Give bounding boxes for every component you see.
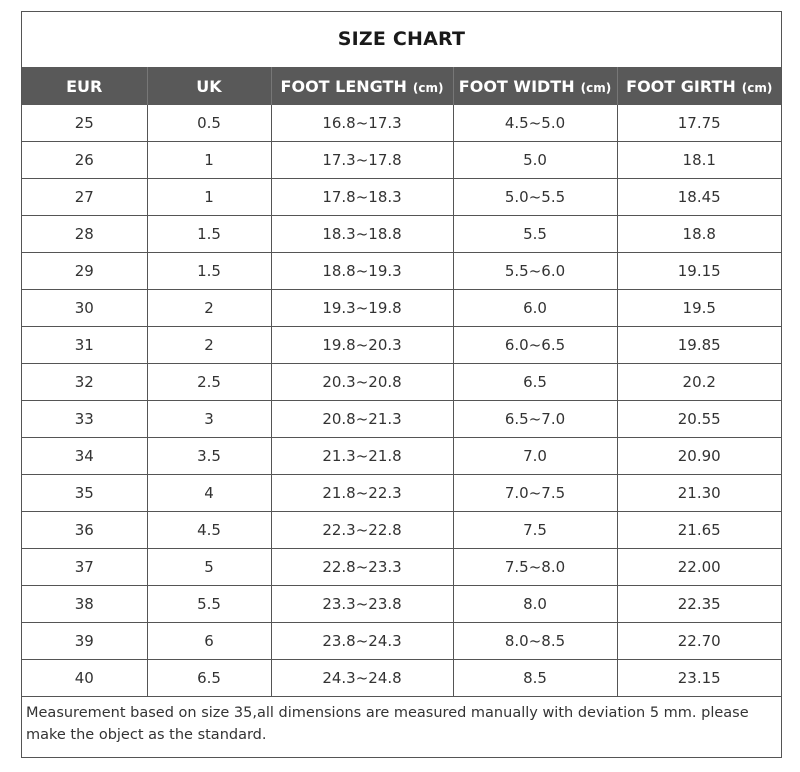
cell-uk: 5.5 bbox=[147, 586, 271, 623]
cell-uk: 2 bbox=[147, 327, 271, 364]
cell-foot-width: 8.5 bbox=[453, 660, 617, 697]
cell-eur: 36 bbox=[22, 512, 147, 549]
cell-foot-length: 20.3~20.8 bbox=[271, 364, 453, 401]
cell-foot-width: 5.0~5.5 bbox=[453, 179, 617, 216]
cell-foot-girth: 18.8 bbox=[617, 216, 781, 253]
cell-foot-girth: 21.30 bbox=[617, 475, 781, 512]
cell-uk: 1.5 bbox=[147, 216, 271, 253]
cell-foot-length: 17.8~18.3 bbox=[271, 179, 453, 216]
cell-foot-length: 19.3~19.8 bbox=[271, 290, 453, 327]
table-row bbox=[22, 290, 781, 327]
cell-foot-width: 6.5 bbox=[453, 364, 617, 401]
cell-uk: 2.5 bbox=[147, 364, 271, 401]
cell-foot-length: 23.3~23.8 bbox=[271, 586, 453, 623]
cell-eur: 25 bbox=[74, 114, 94, 132]
header-row bbox=[22, 67, 781, 105]
cell-foot-length: 18.8~19.3 bbox=[271, 253, 453, 290]
column-header-label: UK bbox=[196, 76, 222, 96]
column-header-eur bbox=[22, 67, 147, 105]
cell-foot-girth: 19.85 bbox=[617, 327, 781, 364]
column-header-label: EUR bbox=[66, 76, 103, 96]
cell-foot-length: 21.8~22.3 bbox=[271, 475, 453, 512]
table-row bbox=[22, 401, 781, 438]
cell-foot-width: 7.5 bbox=[453, 512, 617, 549]
cell-uk: 1.5 bbox=[147, 253, 271, 290]
cell-foot-girth: 19.15 bbox=[617, 253, 781, 290]
table-body bbox=[22, 105, 781, 696]
table-row bbox=[22, 364, 781, 401]
size-table bbox=[22, 67, 781, 696]
cell-foot-girth: 22.35 bbox=[617, 586, 781, 623]
cell-uk: 0.5 bbox=[147, 105, 271, 142]
table-row bbox=[22, 512, 781, 549]
cell-uk: 4 bbox=[147, 475, 271, 512]
cell-foot-length: 19.8~20.3 bbox=[271, 327, 453, 364]
cell-uk: 1 bbox=[147, 142, 271, 179]
cell-foot-length: 18.3~18.8 bbox=[271, 216, 453, 253]
cell-foot-width: 6.0 bbox=[453, 290, 617, 327]
cell-eur: 26 bbox=[22, 142, 147, 179]
cell-foot-width: 7.0 bbox=[453, 438, 617, 475]
table-row bbox=[22, 327, 781, 364]
cell-uk: 6 bbox=[147, 623, 271, 660]
chart-title: SIZE CHART bbox=[337, 28, 466, 50]
cell-eur: 37 bbox=[22, 549, 147, 586]
cell-foot-width: 6.5~7.0 bbox=[453, 401, 617, 438]
table-row bbox=[22, 660, 781, 697]
cell-foot-girth: 20.90 bbox=[617, 438, 781, 475]
cell-eur: 40 bbox=[22, 660, 147, 697]
column-header-foot-girth bbox=[617, 67, 781, 105]
cell-uk: 4.5 bbox=[147, 512, 271, 549]
table-row bbox=[22, 549, 781, 586]
cell-eur: 30 bbox=[22, 290, 147, 327]
cell-foot-width: 7.5~8.0 bbox=[453, 549, 617, 586]
cell-foot-length: 22.8~23.3 bbox=[271, 549, 453, 586]
cell-eur: 33 bbox=[22, 401, 147, 438]
cell-foot-length: 24.3~24.8 bbox=[271, 660, 453, 697]
column-header-foot-width bbox=[453, 67, 617, 105]
table-row bbox=[22, 142, 781, 179]
table-row bbox=[22, 253, 781, 290]
cell-foot-girth: 23.15 bbox=[617, 660, 781, 697]
column-header-label: FOOT LENGTH bbox=[280, 76, 407, 96]
cell-eur: 39 bbox=[22, 623, 147, 660]
cell-uk: 1 bbox=[147, 179, 271, 216]
column-header-unit: (cm) bbox=[741, 80, 773, 95]
table-row bbox=[22, 623, 781, 660]
cell-eur: 28 bbox=[22, 216, 147, 253]
cell-foot-girth: 18.45 bbox=[617, 179, 781, 216]
table-row bbox=[22, 475, 781, 512]
cell-foot-girth: 21.65 bbox=[617, 512, 781, 549]
cell-eur: 32 bbox=[22, 364, 147, 401]
cell-foot-girth: 20.55 bbox=[617, 401, 781, 438]
cell-uk: 3.5 bbox=[147, 438, 271, 475]
cell-foot-width: 7.0~7.5 bbox=[453, 475, 617, 512]
cell-foot-length: 23.8~24.3 bbox=[271, 623, 453, 660]
cell-foot-width: 5.5~6.0 bbox=[453, 253, 617, 290]
cell-foot-length: 22.3~22.8 bbox=[271, 512, 453, 549]
column-header-label: FOOT WIDTH bbox=[458, 76, 575, 96]
cell-uk: 6.5 bbox=[147, 660, 271, 697]
cell-foot-width: 5.0 bbox=[453, 142, 617, 179]
cell-foot-length: 17.3~17.8 bbox=[271, 142, 453, 179]
column-header-uk bbox=[147, 67, 271, 105]
cell-foot-girth: 20.2 bbox=[617, 364, 781, 401]
cell-foot-width: 5.5 bbox=[453, 216, 617, 253]
cell-foot-girth: 19.5 bbox=[617, 290, 781, 327]
cell-eur: 38 bbox=[22, 586, 147, 623]
cell-eur: 35 bbox=[22, 475, 147, 512]
table-row bbox=[22, 105, 781, 142]
column-header-unit: (cm) bbox=[580, 80, 612, 95]
cell-eur: 31 bbox=[22, 327, 147, 364]
cell-foot-length: 16.8~17.3 bbox=[271, 105, 453, 142]
cell-foot-girth: 18.1 bbox=[617, 142, 781, 179]
column-header-foot-length bbox=[271, 67, 453, 105]
cell-foot-girth: 22.00 bbox=[617, 549, 781, 586]
table-row bbox=[22, 438, 781, 475]
cell-foot-width: 8.0 bbox=[453, 586, 617, 623]
table-row bbox=[22, 179, 781, 216]
measurement-note: Measurement based on size 35,all dimensions are measured manually with deviation 5 mm. please make the object as the standard. bbox=[22, 696, 781, 750]
cell-foot-width: 6.0~6.5 bbox=[453, 327, 617, 364]
cell-foot-length: 20.8~21.3 bbox=[271, 401, 453, 438]
cell-eur: 27 bbox=[22, 179, 147, 216]
cell-eur: 34 bbox=[22, 438, 147, 475]
cell-eur: 29 bbox=[22, 253, 147, 290]
column-header-unit: (cm) bbox=[412, 80, 444, 95]
cell-foot-length: 21.3~21.8 bbox=[271, 438, 453, 475]
cell-uk: 5 bbox=[147, 549, 271, 586]
cell-foot-width: 8.0~8.5 bbox=[453, 623, 617, 660]
cell-uk: 3 bbox=[147, 401, 271, 438]
column-header-label: FOOT GIRTH bbox=[626, 76, 736, 96]
cell-foot-width: 4.5~5.0 bbox=[453, 105, 617, 142]
table-row bbox=[22, 216, 781, 253]
cell-uk: 2 bbox=[147, 290, 271, 327]
cell-foot-girth: 22.70 bbox=[617, 623, 781, 660]
size-chart bbox=[21, 11, 782, 758]
cell-foot-girth: 17.75 bbox=[617, 105, 781, 142]
table-row bbox=[22, 586, 781, 623]
table-header bbox=[22, 67, 781, 105]
